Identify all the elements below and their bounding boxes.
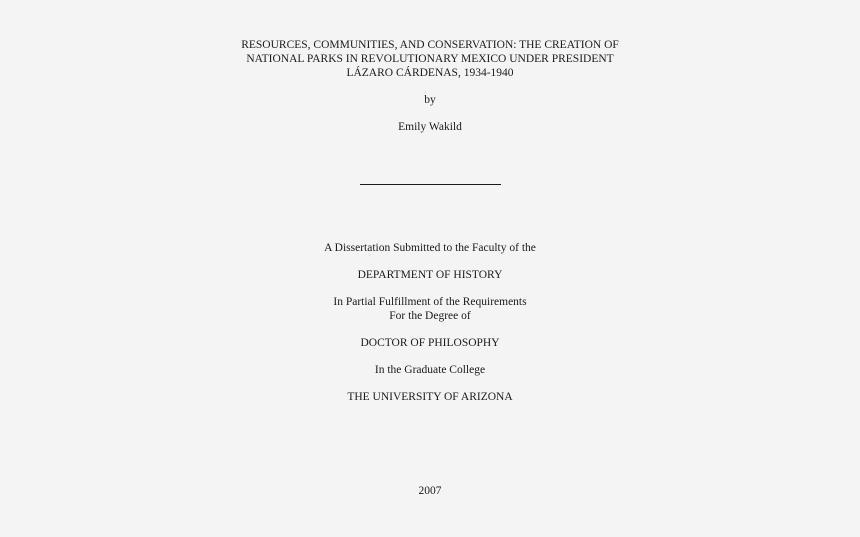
college-name: In the Graduate College	[374, 364, 486, 376]
title-line-2: NATIONAL PARKS IN REVOLUTIONARY MEXICO UNDER PRESIDENT	[246, 53, 614, 65]
fulfillment-text	[0, 295, 860, 323]
submitted-to-text: A Dissertation Submitted to the Faculty of the	[324, 242, 536, 254]
dissertation-title	[0, 38, 860, 80]
department-name: DEPARTMENT OF HISTORY	[357, 269, 503, 281]
title-line-3: LÁZARO CÁRDENAS, 1934-1940	[346, 67, 514, 79]
author-name: Emily Wakild	[398, 121, 462, 133]
university-name: THE UNIVERSITY OF ARIZONA	[347, 391, 513, 403]
year: 2007	[418, 485, 442, 497]
fulfillment-line-1: In Partial Fulfillment of the Requirements	[333, 296, 527, 308]
signature-rule	[360, 184, 501, 185]
fulfillment-line-2: For the Degree of	[389, 310, 471, 322]
title-line-1: RESOURCES, COMMUNITIES, AND CONSERVATION: THE CREATION OF	[241, 39, 619, 51]
degree-name: DOCTOR OF PHILOSOPHY	[360, 337, 500, 349]
by-label: by	[424, 94, 436, 106]
